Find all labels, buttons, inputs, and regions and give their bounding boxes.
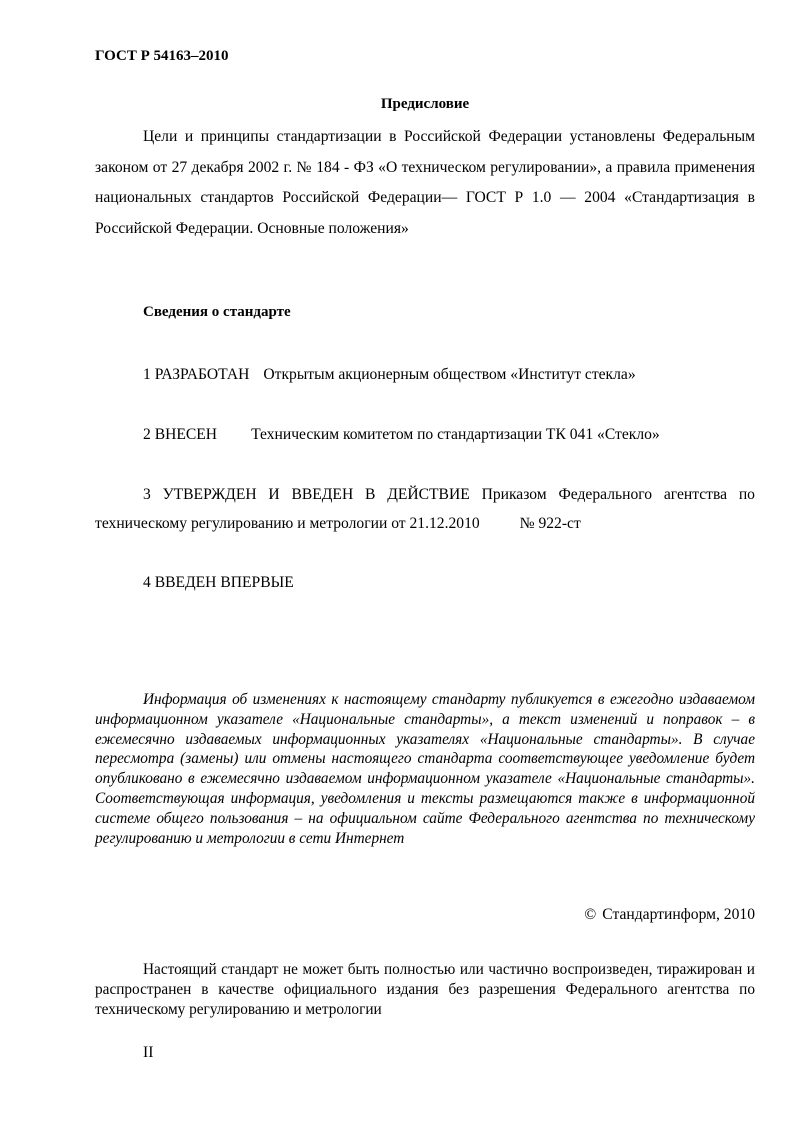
about-item-text: Приказом Федерального агентства по техническому регулированию и метрологии от 21.12.2010 (95, 486, 755, 532)
page-number: II (143, 1044, 154, 1061)
about-item-first-introduced (95, 568, 755, 597)
about-item-label: 2 ВНЕСЕН (143, 426, 218, 443)
order-number: № 922-ст (519, 515, 581, 532)
standard-code-header: ГОСТ Р 54163–2010 (95, 48, 229, 64)
about-standard-title: Сведения о стандарте (143, 304, 291, 320)
foreword-title: Предисловие (380, 96, 470, 112)
about-item-submitted (95, 420, 755, 449)
copyright-holder: Стандартинформ, 2010 (602, 906, 755, 923)
copyright-symbol: © (584, 906, 597, 923)
about-item-approved (95, 480, 755, 538)
copyright-line (584, 906, 755, 924)
about-item-text: Техническим комитетом по стандартизации ТК 041 «Стекло» (251, 426, 660, 443)
reproduction-rights-notice: Настоящий стандарт не может быть полностью или частично воспроизведен, тиражирован и распространен в качестве официального издания без разрешения Федерального агентства по техническому регулированию и метрологии (95, 961, 755, 1018)
changes-information-notice: Информация об изменениях к настоящему стандарту публикуется в ежегодно издаваемом информационном указателе «Национальные стандарты», а текст изменений и поправок – в ежемесячно издаваемых информационных указателях «Национальные стандарты». В случае пересмотра (замены) или отмены настоящего стандарта соответствующее уведомление будет опубликовано в ежемесячно издаваемом информационном указателе «Национальные стандарты». Соответствующая информация, уведомления и тексты размещаются также в информационной системе общего пользования – на официальном сайте Федерального агентства по техническому регулированию и метрологии в сети Интернет (95, 691, 755, 847)
foreword-text: Цели и принципы стандартизации в Российской Федерации установлены Федеральным законом от 27 декабря 2002 г. № 184 - ФЗ «О техническом регулировании», а правила применения национальных стандартов Российской Федерации— ГОСТ Р 1.0 — 2004 «Стандартизация в Российской Федерации. Основные положения» (95, 128, 755, 237)
about-item-label: 4 ВВЕДЕН ВПЕРВЫЕ (143, 574, 294, 591)
about-item-text: Открытым акционерным обществом «Институт стекла» (263, 366, 636, 383)
about-item-label: 3 УТВЕРЖДЕН И ВВЕДЕН В ДЕЙСТВИЕ (143, 486, 470, 503)
about-item-developed (95, 360, 755, 389)
about-item-label: 1 РАЗРАБОТАН (143, 366, 250, 383)
